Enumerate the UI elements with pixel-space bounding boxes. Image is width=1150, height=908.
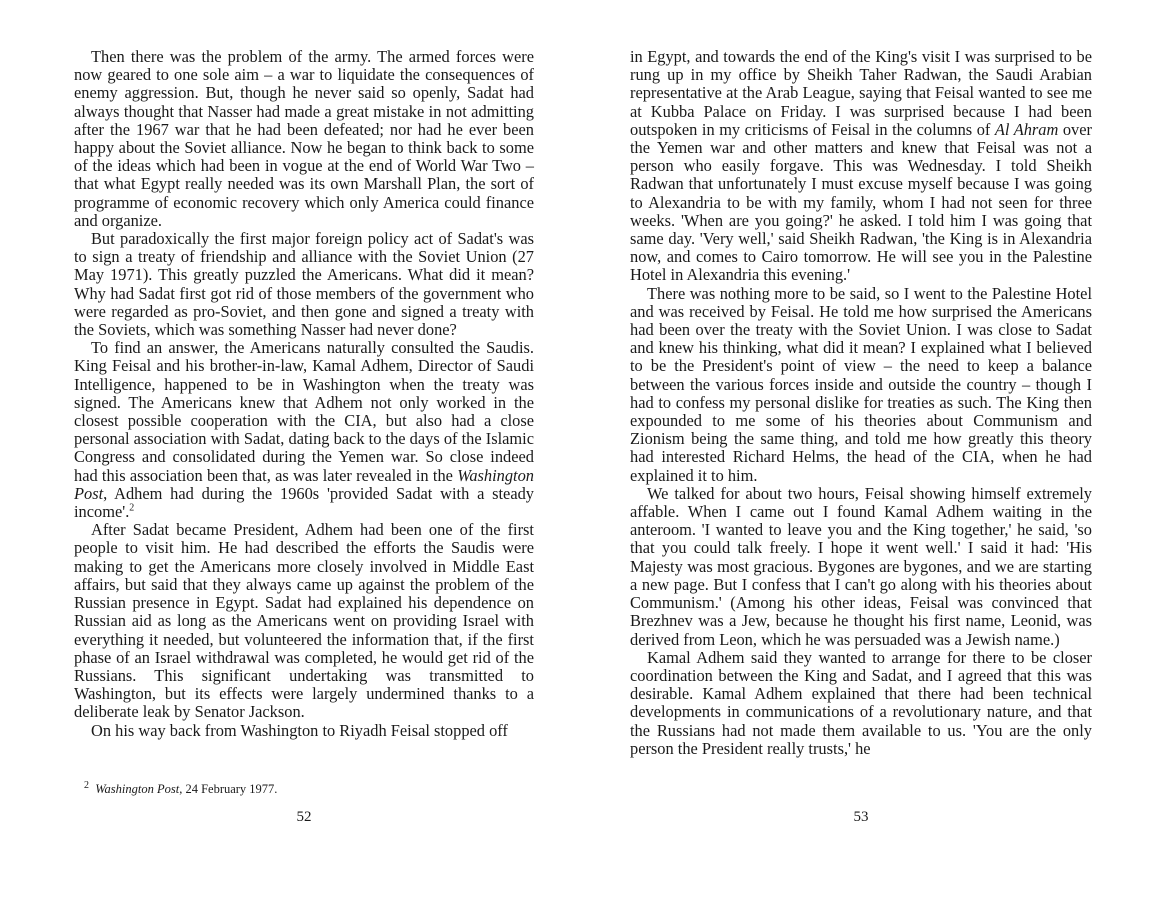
left-page xyxy=(74,48,534,888)
paragraph: There was nothing more to be said, so I went to the Palestine Hotel and was received by Feisal. He told me how surprised the Americans had been over the treaty with the Soviet Union. I was close to Sadat and knew his thinking, what did it mean? I explained what I believed to be the President's point of view – the need to keep a balance between the various forces inside and outside the country – though I had to confess my personal dislike for treaties as such. The King then expounded to me some of his theories about Communism and Zionism being the same thing, and told me how greatly this theory had interested Richard Helms, the head of the CIA, when he had explained it to him. xyxy=(630,283,1092,485)
paragraph-text: , Adhem had during the 1960s 'provided Sadat with a steady income'. xyxy=(74,483,534,522)
publication-title: Al Ahram xyxy=(994,119,1059,139)
paragraph-text: To find an answer, the Americans naturally consulted the Saudis. King Feisal and his brother-in-law, Kamal Adhem, Director of Saudi Intelligence, happened to be in Washington when the treaty was signed. The Americans knew that Adhem not only worked in the closest possible cooperation with the CIA, but also had a close personal association with Sadat, dating back to the days of the Islamic Congress and consolidated during the Yemen war. So close indeed had this association been that, as was later revealed in the xyxy=(74,338,534,485)
right-page-body xyxy=(630,48,1092,758)
paragraph: We talked for about two hours, Feisal showing himself extremely affable. When I came out I found Kamal Adhem waiting in the anteroom. 'I wanted to leave you and the King together,' he said, 'so that you could talk freely. I hope it went well.' I said it had: 'His Majesty was most gracious. Bygones are bygones, and we are starting a new page. But I confess that I can't go along with his theories about Communism.' (Among his other ideas, Feisal was convinced that Brezhnev was a Jew, because he thought his first name, Leonid, was derived from Leon, which he was persuaded was a Jewish name.) xyxy=(630,483,1092,649)
paragraph xyxy=(630,48,1092,285)
paragraph xyxy=(74,339,534,521)
left-page-body xyxy=(74,48,534,740)
paragraph: After Sadat became President, Adhem had been one of the first people to visit him. He had described the efforts the Saudis were making to get the Americans more closely involved in Middle East affairs, but said that they always came up against the problem of the Russian presence in Egypt. Sadat had explained his dependence on Russian aid as long as the Americans went on providing Israel with everything it needed, but volunteered the information that, if the first phase of an Israel withdrawal was completed, he would get rid of the Russians. This significant undertaking was transmitted to Washington, but its effects were largely undermined thanks to a deliberate leak by Senator Jackson. xyxy=(74,520,534,722)
footnote-number: 2 xyxy=(84,779,89,791)
paragraph: Then there was the problem of the army. The armed forces were now geared to one sole aim – a war to liquidate the consequences of enemy aggression. But, though he never said so openly, Sadat had always thought that Nasser had made a great mistake in not admitting after the 1967 war that he had been defeated; nor had he ever been happy about the Soviet alliance. Now he began to think back to some of the ideas which had been in vogue at the end of World War Two – that what Egypt really needed was its own Marshall Plan, the sort of programme of economic recovery which only America could finance and organize. xyxy=(74,47,534,230)
paragraph: Kamal Adhem said they wanted to arrange for there to be closer coordination between the King and Sadat, and I agreed that this was desirable. Kamal Adhem explained that there had been technical developments in communications of a revolutionary nature, and that the Russians had not made them available to us. 'You are the only person the President really trusts,' he xyxy=(630,647,1092,758)
paragraph: But paradoxically the first major foreign policy act of Sadat's was to sign a treaty of friendship and alliance with the Soviet Union (27 May 1971). This greatly puzzled the Americans. What did it mean? Why had Sadat first got rid of those members of the government who were regarded as pro-Soviet, and then gone and signed a treaty with the Soviets, which was something Nasser had never done? xyxy=(74,229,534,340)
footnote-publication: Washington Post xyxy=(95,782,180,796)
footnote xyxy=(84,779,278,797)
paragraph-text: over the Yemen war and other matters and knew that Feisal was not a person who easily forgave. This was Wednesday. I told Sheikh Radwan that unfortunately I must excuse myself because I was going to Alexandria to be with my family, whom I had not seen for three weeks. 'When are you going?' he asked. I told him I was going that same day. 'Very well,' said Sheikh Radwan, 'the King is in Alexandria now, and comes to Cairo tomorrow. He will see you in the Palestine Hotel in Alexandria this evening.' xyxy=(630,119,1092,285)
right-page xyxy=(630,48,1092,888)
page-number: 53 xyxy=(853,809,869,825)
paragraph-text: in Egypt, and towards the end of the King's visit I was surprised to be rung up in my office by Sheikh Taher Radwan, the Saudi Arabian representative at the Arab League, saying that Feisal wanted to see me at Kubba Palace on Friday. I was surprised because I had been outspoken in my criticisms of Feisal in the columns of xyxy=(630,47,1092,139)
footnote-date: , 24 February 1977. xyxy=(179,782,278,796)
footnote-marker: 2 xyxy=(129,502,135,514)
publication-title: Washington Post xyxy=(74,465,534,503)
paragraph: On his way back from Washington to Riyadh Feisal stopped off xyxy=(91,720,508,740)
page-number: 52 xyxy=(296,809,312,825)
